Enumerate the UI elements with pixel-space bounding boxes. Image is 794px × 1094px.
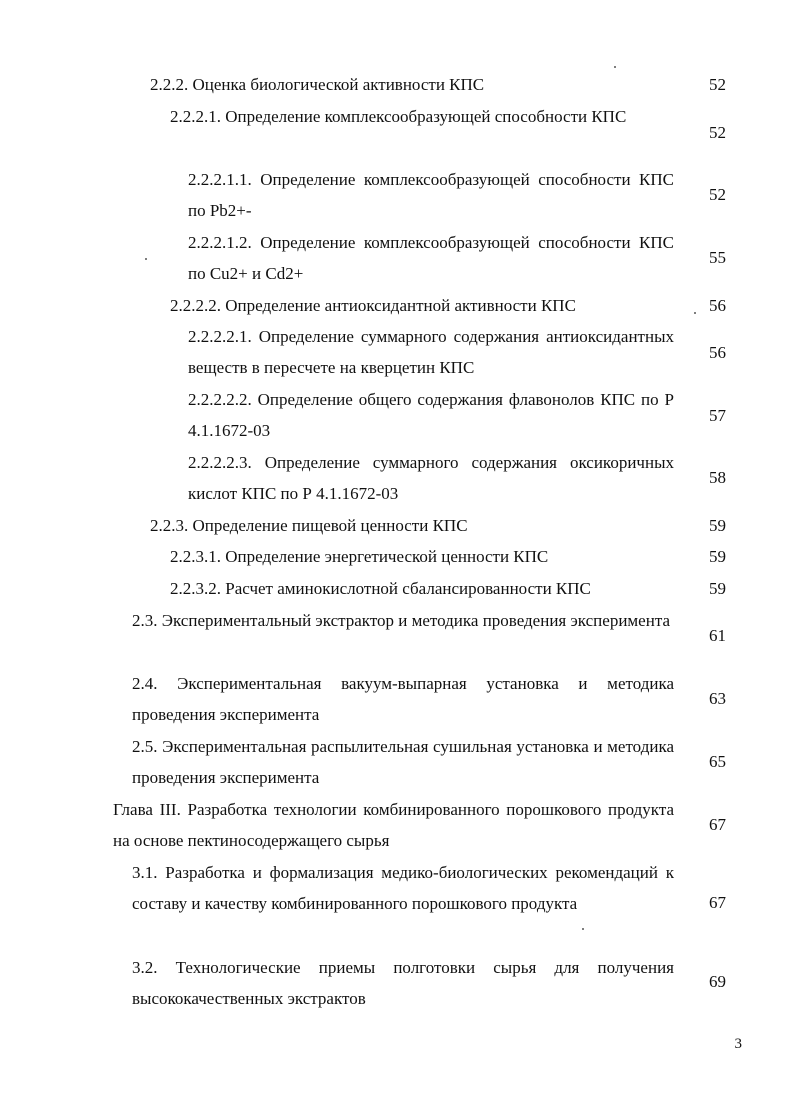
toc-entry-title: 3.1. Разработка и формализация медико-биологических рекомендаций к составу и качеству комбинированного порошкового продукта bbox=[132, 863, 674, 914]
toc-entry-title: 2.5. Экспериментальная распылительная сушильная установка и методика проведения эксперимента bbox=[132, 737, 674, 788]
toc-entry-page: 52 bbox=[709, 75, 726, 94]
page-number: 3 bbox=[734, 1036, 742, 1052]
toc-entry-title: 3.2. Технологические приемы полготовки сырья для получения высококачественных экстрактов bbox=[132, 958, 674, 1009]
toc-entry-page: 56 bbox=[709, 296, 726, 315]
toc-entry-title: 2.2.2.2. Определение антиоксидантной активности КПС bbox=[170, 296, 576, 315]
toc-entry-page: 52 bbox=[709, 185, 726, 204]
toc-entry-title: 2.2.2.1.2. Определение комплексообразующей способности КПС по Cu2+ и Cd2+ bbox=[188, 233, 674, 284]
scan-speck bbox=[614, 66, 616, 68]
toc-entry-page: 61 bbox=[709, 626, 726, 645]
toc-entry-title: 2.2.2. Оценка биологической активности КПС bbox=[150, 75, 485, 94]
scan-speck bbox=[582, 928, 584, 930]
toc-entry-title: 2.2.2.2.1. Определение суммарного содержания антиоксидантных веществ в пересчете на кверцетин КПС bbox=[188, 327, 674, 378]
toc-entry-title: 2.2.3.2. Расчет аминокислотной сбалансированности КПС bbox=[170, 579, 591, 598]
toc-entry-page: 59 bbox=[709, 547, 726, 566]
toc-entry-page: 52 bbox=[709, 123, 726, 142]
scan-speck bbox=[145, 258, 147, 260]
toc-entry-title: 2.2.2.2.3. Определение суммарного содержания оксикоричных кислот КПС по Р 4.1.1672-03 bbox=[188, 453, 674, 504]
toc-entry-page: 63 bbox=[709, 689, 726, 708]
toc-entry-page: 59 bbox=[709, 579, 726, 598]
scan-speck bbox=[694, 312, 696, 314]
toc-entry-page: 67 bbox=[709, 815, 726, 834]
toc-entry-title: 2.2.2.1. Определение комплексообразующей способности КПС bbox=[170, 107, 627, 126]
toc-entry-page: 57 bbox=[709, 406, 726, 425]
toc-entry-title: Глава III. Разработка технологии комбинированного порошкового продукта на основе пектиносодержащего сырья bbox=[113, 800, 674, 851]
toc-entry-page: 59 bbox=[709, 516, 726, 535]
toc-entry-page: 65 bbox=[709, 752, 726, 771]
toc-entry-page: 67 bbox=[709, 893, 726, 912]
toc-entry-page: 58 bbox=[709, 468, 726, 487]
toc-entry-title: 2.2.3.1. Определение энергетической ценности КПС bbox=[170, 547, 549, 566]
toc-entry-title: 2.2.2.1.1. Определение комплексообразующей способности КПС по Pb2+- bbox=[188, 170, 674, 221]
toc-entry-title: 2.3. Экспериментальный экстрактор и методика проведения эксперимента bbox=[132, 611, 670, 630]
toc-entry-page: 56 bbox=[709, 343, 726, 362]
toc-entry-title: 2.2.3. Определение пищевой ценности КПС bbox=[150, 516, 468, 535]
toc-entry-page: 55 bbox=[709, 248, 726, 267]
toc-entry-title: 2.2.2.2.2. Определение общего содержания флавонолов КПС по Р 4.1.1672-03 bbox=[188, 390, 674, 441]
toc-entry-page: 69 bbox=[709, 972, 726, 991]
toc-entry-title: 2.4. Экспериментальная вакуум-выпарная установка и методика проведения эксперимента bbox=[132, 674, 674, 725]
